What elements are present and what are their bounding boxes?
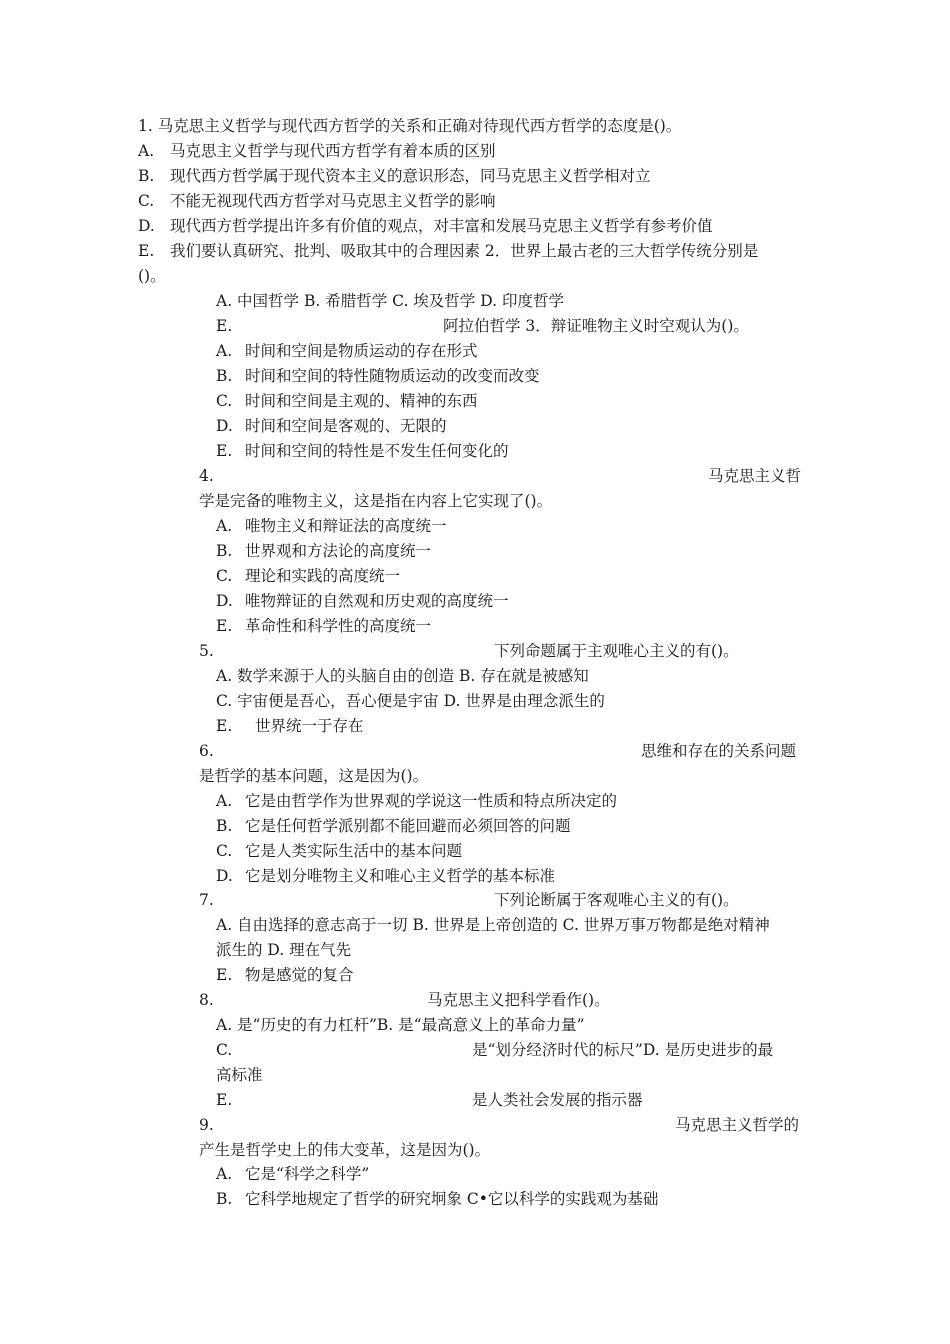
question-number: 8. xyxy=(199,991,214,1009)
option-text: 时间和空间是物质运动的存在形式 xyxy=(245,342,478,360)
option-text: 它是人类实际生活中的基本问题 xyxy=(245,842,463,860)
question-4-stem-line xyxy=(0,464,950,489)
options-text: A. 数学来源于人的头脑自由的创造 B. 存在就是被感知 xyxy=(216,667,589,685)
option-label: D. xyxy=(216,867,233,885)
option-text: 唯物主义和辩证法的高度统一 xyxy=(245,517,447,535)
option-label: E. xyxy=(216,317,233,335)
question-9-option-b xyxy=(0,1187,950,1212)
question-stem: 马克思主义哲 xyxy=(708,467,802,485)
option-label: C. xyxy=(138,192,155,210)
option-label: E. xyxy=(216,617,233,635)
option-text: 现代西方哲学提出许多有价值的观点，对丰富和发展马克思主义哲学有参考价值 xyxy=(170,217,713,235)
question-8-option-c xyxy=(0,1038,950,1063)
option-label: C. xyxy=(216,567,233,585)
question-4-option-a xyxy=(0,514,950,539)
question-2-options-line xyxy=(0,289,950,314)
option-text: 世界统一于存在 xyxy=(255,717,364,735)
stem-continuation: 学是完备的唯物主义，这是指在内容上它实现了()。 xyxy=(199,492,553,510)
question-3-option-b xyxy=(0,364,950,389)
question-stem: 马克思主义哲学的 xyxy=(675,1116,800,1134)
stem-continuation: ()。 xyxy=(138,267,166,285)
option-label: B. xyxy=(216,367,233,385)
option-text: 现代西方哲学属于现代资本主义的意识形态，同马克思主义哲学相对立 xyxy=(170,167,651,185)
question-number: 5. xyxy=(199,642,214,660)
question-4-option-c xyxy=(0,564,950,589)
question-1-stem: 1. 马克思主义哲学与现代西方哲学的关系和正确对待现代西方哲学的态度是()。 xyxy=(138,117,682,135)
question-3-option-d xyxy=(0,414,950,439)
option-text: 是“划分经济时代的标尺”D. 是历史进步的最 xyxy=(472,1041,774,1059)
option-text: 马克思主义哲学与现代西方哲学有着本质的区别 xyxy=(170,142,496,160)
question-5-options-line-2 xyxy=(0,689,950,714)
question-stem: 思维和存在的关系问题 xyxy=(641,742,797,760)
question-1-option-c xyxy=(0,189,950,214)
question-8-stem-line xyxy=(0,988,950,1013)
question-1-option-e xyxy=(0,239,950,264)
option-text: 唯物辩证的自然观和历史观的高度统一 xyxy=(245,592,509,610)
option-text: 它是任何哲学派别都不能回避而必须回答的问题 xyxy=(245,817,571,835)
option-text: 它科学地规定了哲学的研究坰象 C•它以科学的实践观为基础 xyxy=(245,1190,659,1208)
option-label: A. xyxy=(216,792,233,810)
question-9-stem-continued xyxy=(0,1138,950,1163)
question-3-option-e xyxy=(0,439,950,464)
question-2-stem-continued xyxy=(0,264,950,289)
options-text: A. 中国哲学 B. 希腊哲学 C. 埃及哲学 D. 印度哲学 xyxy=(216,292,564,310)
option-text: 不能无视现代西方哲学对马克思主义哲学的影响 xyxy=(170,192,496,210)
stem-continuation: 产生是哲学史上的伟大变革，这是因为()。 xyxy=(199,1141,491,1159)
option-label: C. xyxy=(216,842,233,860)
question-1-option-d xyxy=(0,214,950,239)
option-text: 理论和实践的高度统一 xyxy=(245,567,401,585)
question-7-stem-line xyxy=(0,888,950,913)
question-number: 4. xyxy=(199,467,214,485)
options-text: A. 是“历史的有力杠杆”B. 是“最高意义上的革命力量” xyxy=(216,1016,585,1034)
question-6-stem-continued xyxy=(0,764,950,789)
question-6-option-a xyxy=(0,789,950,814)
option-label: E. xyxy=(216,442,233,460)
option-label: B. xyxy=(138,167,155,185)
option-text: 我们要认真研究、批判、吸取其中的合理因素 2．世界上最古老的三大哲学传统分别是 xyxy=(170,242,759,260)
option-text: 世界观和方法论的高度统一 xyxy=(245,542,432,560)
option-label: D. xyxy=(216,592,233,610)
question-4-option-d xyxy=(0,589,950,614)
question-stem: 马克思主义把科学看作()。 xyxy=(427,991,610,1009)
option-label: E. xyxy=(216,1091,233,1109)
option-label: C. xyxy=(216,392,233,410)
question-7-options-line-1 xyxy=(0,913,950,938)
option-label: A. xyxy=(216,1165,233,1183)
option-text: 是人类社会发展的指示器 xyxy=(472,1091,643,1109)
options-text: C. 宇宙便是吾心，吾心便是宇宙 D. 世界是由理念派生的 xyxy=(216,692,605,710)
question-7-options-line-2 xyxy=(0,938,950,963)
option-text: 时间和空间的特性随物质运动的改变而改变 xyxy=(245,367,540,385)
option-label: D. xyxy=(216,417,233,435)
option-text: 时间和空间是主观的、精神的东西 xyxy=(245,392,478,410)
question-5-stem-line xyxy=(0,639,950,664)
question-8-option-c-continued xyxy=(0,1063,950,1088)
option-text: 阿拉伯哲学 3．辩证唯物主义时空观认为()。 xyxy=(443,317,749,335)
options-text: 派生的 D. 理在气先 xyxy=(216,941,352,959)
stem-continuation: 是哲学的基本问题，这是因为()。 xyxy=(199,767,429,785)
question-4-stem-continued xyxy=(0,489,950,514)
question-8-option-e xyxy=(0,1088,950,1113)
question-6-option-d xyxy=(0,864,950,889)
question-3-option-c xyxy=(0,389,950,414)
option-label: B. xyxy=(216,542,233,560)
option-text: 革命性和科学性的高度统一 xyxy=(245,617,432,635)
question-5-options-line-1 xyxy=(0,664,950,689)
option-label: A. xyxy=(216,517,233,535)
option-label: B. xyxy=(216,817,233,835)
question-1-option-b xyxy=(0,164,950,189)
question-1-option-a xyxy=(0,139,950,164)
option-text: 它是“科学之科学” xyxy=(245,1165,370,1183)
option-label: E. xyxy=(216,966,233,984)
question-number: 6. xyxy=(199,742,214,760)
question-6-option-b xyxy=(0,814,950,839)
question-number: 9. xyxy=(199,1116,214,1134)
question-2-option-e xyxy=(0,314,950,339)
question-7-option-e xyxy=(0,963,950,988)
question-8-options-line-1 xyxy=(0,1013,950,1038)
option-text: 物是感觉的复合 xyxy=(245,966,354,984)
option-label: E. xyxy=(138,242,155,260)
options-text: A. 自由选择的意志高于一切 B. 世界是上帝创造的 C. 世界万事万物都是绝对精神 xyxy=(216,916,770,934)
question-6-stem-line xyxy=(0,739,950,764)
option-text: 时间和空间是客观的、无限的 xyxy=(245,417,447,435)
question-5-option-e xyxy=(0,714,950,739)
option-text: 它是划分唯物主义和唯心主义哲学的基本标准 xyxy=(245,867,556,885)
option-continuation: 高标准 xyxy=(216,1066,263,1084)
option-label: A. xyxy=(138,142,155,160)
question-4-option-b xyxy=(0,539,950,564)
question-6-option-c xyxy=(0,839,950,864)
question-stem: 下列命题属于主观唯心主义的有()。 xyxy=(494,642,739,660)
question-1-stem-line xyxy=(0,114,950,139)
option-label: C. xyxy=(216,1041,233,1059)
option-label: B. xyxy=(216,1190,233,1208)
question-stem: 下列论断属于客观唯心主义的有()。 xyxy=(494,891,739,909)
option-label: D. xyxy=(138,217,155,235)
option-label: E. xyxy=(216,717,233,735)
question-9-option-a xyxy=(0,1162,950,1187)
question-9-stem-line xyxy=(0,1113,950,1138)
option-label: A. xyxy=(216,342,233,360)
option-text: 时间和空间的特性是不发生任何变化的 xyxy=(245,442,509,460)
question-number: 7. xyxy=(199,891,214,909)
question-4-option-e xyxy=(0,614,950,639)
option-text: 它是由哲学作为世界观的学说这一性质和特点所决定的 xyxy=(245,792,618,810)
question-3-option-a xyxy=(0,339,950,364)
